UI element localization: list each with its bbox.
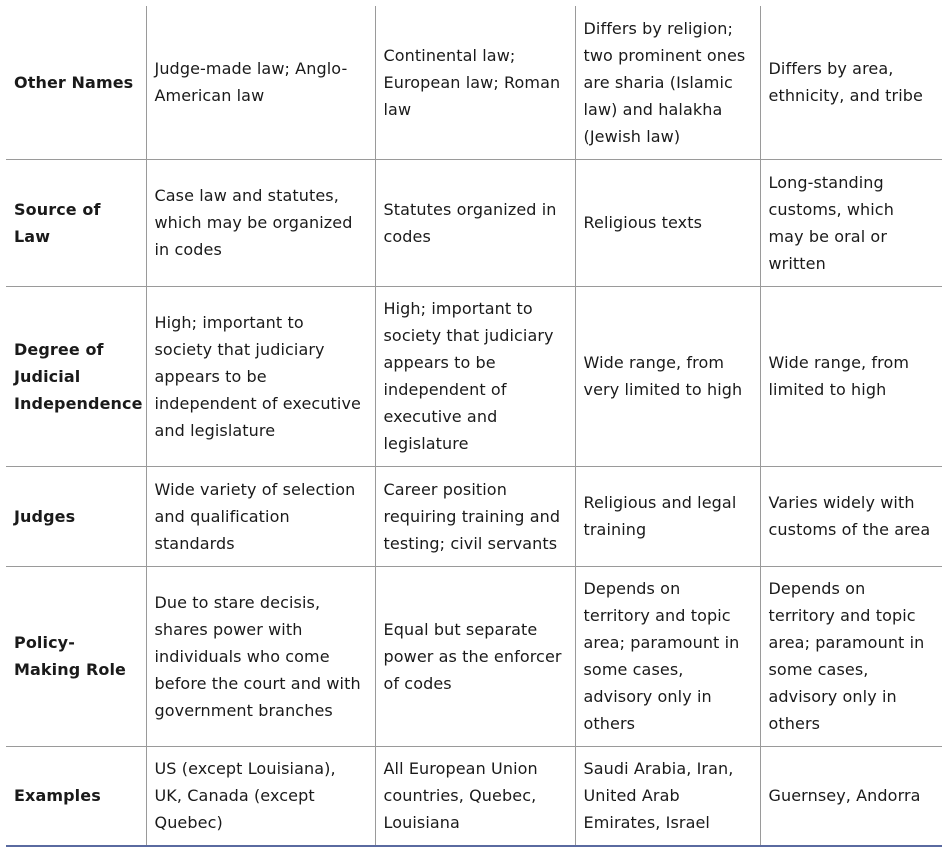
table-cell: Religious and legal training <box>575 466 760 566</box>
row-header-examples: Examples <box>6 746 146 846</box>
table-cell: Wide variety of selection and qualification standards <box>146 466 375 566</box>
table-cell: All European Union countries, Quebec, Louisiana <box>375 746 575 846</box>
row-header-judges: Judges <box>6 466 146 566</box>
row-header-other-names: Other Names <box>6 6 146 159</box>
table-cell: Religious texts <box>575 159 760 286</box>
table-cell: Saudi Arabia, Iran, United Arab Emirates, Israel <box>575 746 760 846</box>
table-cell: Wide range, from limited to high <box>760 286 942 466</box>
table-cell: Case law and statutes, which may be organized in codes <box>146 159 375 286</box>
legal-systems-table-container <box>6 6 942 847</box>
table-cell: Due to stare decisis, shares power with individuals who come before the court and with government branches <box>146 566 375 746</box>
table-cell: High; important to society that judiciary appears to be independent of executive and legislature <box>146 286 375 466</box>
table-cell: US (except Louisiana), UK, Canada (except Quebec) <box>146 746 375 846</box>
table-cell: Statutes organized in codes <box>375 159 575 286</box>
row-header-policy-making-role: Policy-Making Role <box>6 566 146 746</box>
table-cell: Long-standing customs, which may be oral or written <box>760 159 942 286</box>
table-cell: Guernsey, Andorra <box>760 746 942 846</box>
table-row-source-of-law <box>6 159 942 286</box>
table-cell: Varies widely with customs of the area <box>760 466 942 566</box>
table-cell: Wide range, from very limited to high <box>575 286 760 466</box>
table-cell: Differs by area, ethnicity, and tribe <box>760 6 942 159</box>
table-cell: Judge-made law; Anglo-American law <box>146 6 375 159</box>
table-row-policy-making-role <box>6 566 942 746</box>
table-cell: Equal but separate power as the enforcer of codes <box>375 566 575 746</box>
table-row-examples <box>6 746 942 846</box>
table-cell: High; important to society that judiciary appears to be independent of executive and legislature <box>375 286 575 466</box>
table-row-judicial-independence <box>6 286 942 466</box>
table-row-judges <box>6 466 942 566</box>
table-cell: Depends on territory and topic area; paramount in some cases, advisory only in others <box>760 566 942 746</box>
row-header-source-of-law: Source of Law <box>6 159 146 286</box>
table-cell: Depends on territory and topic area; paramount in some cases, advisory only in others <box>575 566 760 746</box>
legal-systems-table <box>6 6 942 847</box>
row-header-judicial-independence: Degree of Judicial Independence <box>6 286 146 466</box>
table-cell: Career position requiring training and testing; civil servants <box>375 466 575 566</box>
table-cell: Differs by religion; two prominent ones are sharia (Islamic law) and halakha (Jewish law) <box>575 6 760 159</box>
table-cell: Continental law; European law; Roman law <box>375 6 575 159</box>
table-row-other-names <box>6 6 942 159</box>
